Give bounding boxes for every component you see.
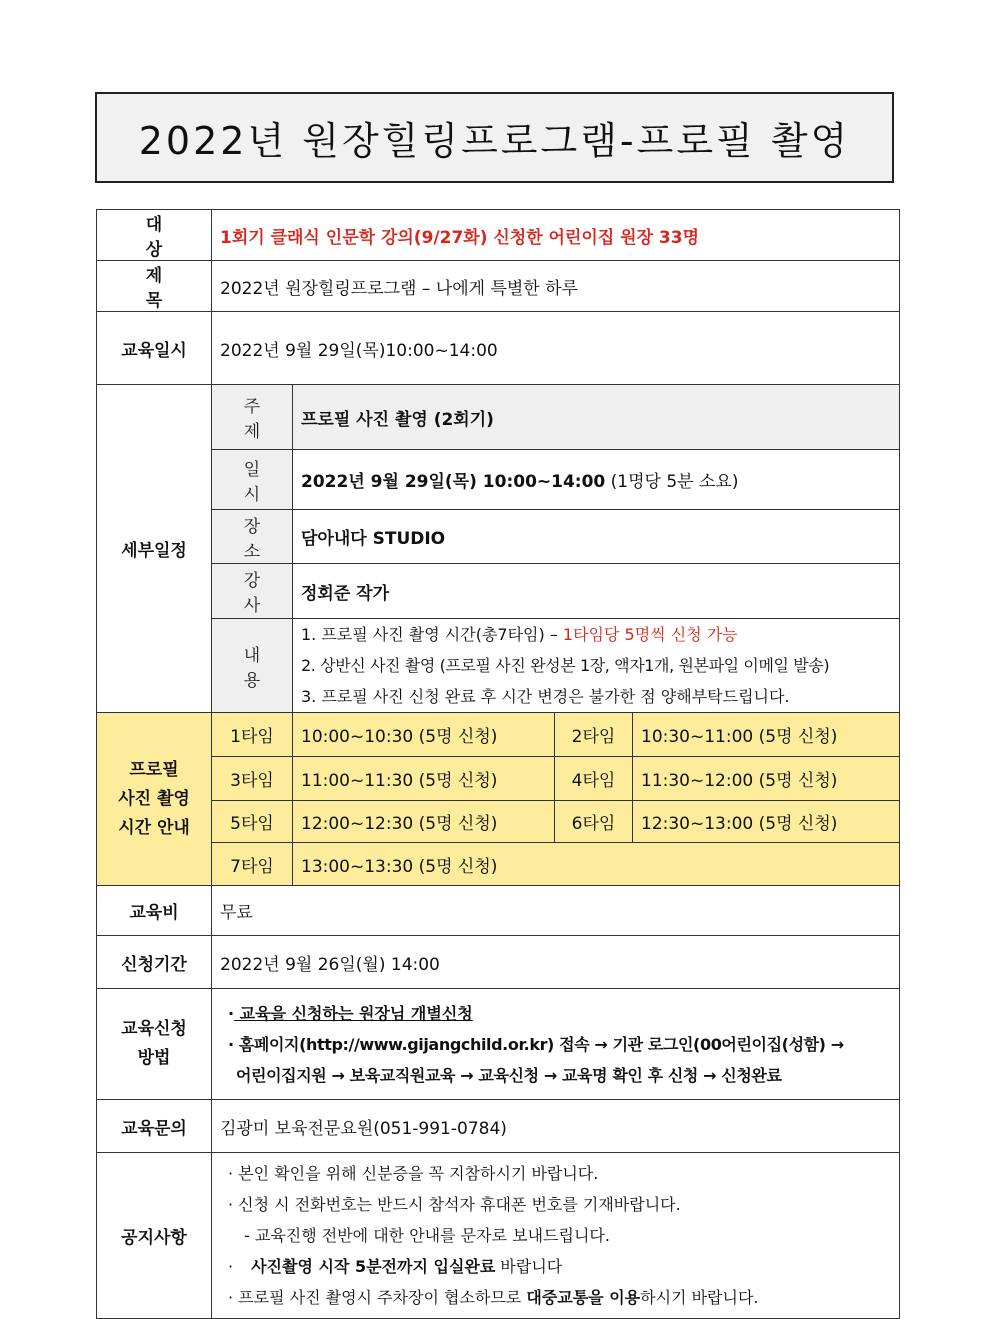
title-box <box>95 92 894 183</box>
row-detail-when <box>97 450 900 510</box>
slot-time-7: 13:00~13:30 (5명 신청) <box>293 843 900 886</box>
slot-time-3: 11:00~11:30 (5명 신청) <box>293 757 555 801</box>
slot-name-5: 5타임 <box>212 801 293 843</box>
period-value: 2022년 9월 26일(월) 14:00 <box>212 936 900 989</box>
place-label: 장 소 <box>212 510 293 564</box>
topic-label: 주 제 <box>212 385 293 450</box>
row-detail-place <box>97 510 900 564</box>
page-title: 2022년 원장힐링프로그램-프로필 촬영 <box>138 119 851 163</box>
content-line-2: 2. 상반신 사진 촬영 (프로필 사진 완성본 1장, 액자1개, 원본파일 이메일 발송) <box>301 656 830 675</box>
notice-label: 공지사항 <box>97 1153 212 1319</box>
period-label: 신청기간 <box>97 936 212 989</box>
slot-time-6: 12:30~13:00 (5명 신청) <box>633 801 900 843</box>
slot-row-2 <box>97 757 900 801</box>
target-value: 1회기 클래식 인문학 강의(9/27화) 신청한 어린이집 원장 33명 <box>212 210 900 261</box>
place-value: 담아내다 STUDIO <box>293 510 900 564</box>
slot-row-3 <box>97 801 900 843</box>
row-target <box>97 210 900 261</box>
notice-line-1: · 본인 확인을 위해 신분증을 꼭 지참하시기 바랍니다. <box>228 1164 599 1183</box>
notice-value <box>212 1153 900 1319</box>
slot-row-4 <box>97 843 900 886</box>
when-label: 일 시 <box>212 450 293 510</box>
when-rest: (1명당 5분 소요) <box>605 472 739 492</box>
fee-value: 무료 <box>212 886 900 936</box>
notice-line-4-bold: 사진촬영 시작 5분전까지 입실완료 <box>251 1257 496 1276</box>
slot-name-7: 7타임 <box>212 843 293 886</box>
edu-date-value: 2022년 9월 29일(목)10:00~14:00 <box>212 312 900 385</box>
method-line-1: · 교육을 신청하는 원장님 개별신청 <box>228 1003 473 1023</box>
slot-name-2: 2타임 <box>555 713 633 757</box>
subject-value: 2022년 원장힐링프로그램 – 나에게 특별한 하루 <box>212 261 900 312</box>
slot-time-4: 11:30~12:00 (5명 신청) <box>633 757 900 801</box>
row-inquiry <box>97 1100 900 1153</box>
row-detail-topic <box>97 385 900 450</box>
slot-name-1: 1타임 <box>212 713 293 757</box>
slot-name-3: 3타임 <box>212 757 293 801</box>
row-fee <box>97 886 900 936</box>
lecturer-label: 강 사 <box>212 564 293 619</box>
slot-name-6: 6타임 <box>555 801 633 843</box>
detail-label: 세부일정 <box>97 385 212 713</box>
when-value <box>293 450 900 510</box>
notice-line-3: - 교육진행 전반에 대한 안내를 문자로 보내드립니다. <box>244 1226 610 1245</box>
row-method <box>97 989 900 1100</box>
method-line-2: · 홈페이지(http://www.gijangchild.or.kr) 접속 → 기관 로그인(00어린이집(성함) → <box>228 1034 844 1054</box>
notice-line-4: · 사진촬영 시작 5분전까지 입실완료 바랍니다 <box>228 1257 563 1276</box>
notice-line-5-bold: 대중교통을 이용 <box>526 1288 641 1307</box>
row-subject <box>97 261 900 312</box>
row-period <box>97 936 900 989</box>
slot-time-5: 12:00~12:30 (5명 신청) <box>293 801 555 843</box>
topic-value: 프로필 사진 촬영 (2회기) <box>293 385 900 450</box>
slots-label: 프로필 사진 촬영 시간 안내 <box>97 713 212 886</box>
content-label: 내 용 <box>212 619 293 713</box>
method-value <box>212 989 900 1100</box>
content-value <box>293 619 900 713</box>
method-label: 교육신청 방법 <box>97 989 212 1100</box>
content-line-3: 3. 프로필 사진 신청 완료 후 시간 변경은 불가한 점 양해부탁드립니다. <box>301 687 790 706</box>
row-edu-date <box>97 312 900 385</box>
slot-time-1: 10:00~10:30 (5명 신청) <box>293 713 555 757</box>
row-detail-content <box>97 619 900 713</box>
subject-label: 제 목 <box>97 261 212 312</box>
notice-line-5: · 프로필 사진 촬영시 주차장이 협소하므로 대중교통을 이용하시기 바랍니다. <box>228 1288 759 1307</box>
content-line-1: 1. 프로필 사진 촬영 시간(총7타임) – 1타임당 5명씩 신청 가능 <box>301 625 738 644</box>
inquiry-label: 교육문의 <box>97 1100 212 1153</box>
when-bold: 2022년 9월 29일(목) 10:00~14:00 <box>301 472 606 492</box>
content-line-1-highlight: 1타임당 5명씩 신청 가능 <box>562 625 738 644</box>
method-line-3: 어린이집지원 → 보육교직원교육 → 교육신청 → 교육명 확인 후 신청 → 신청완료 <box>236 1065 782 1085</box>
slot-name-4: 4타임 <box>555 757 633 801</box>
lecturer-value: 정회준 작가 <box>293 564 900 619</box>
slot-time-2: 10:30~11:00 (5명 신청) <box>633 713 900 757</box>
target-label: 대 상 <box>97 210 212 261</box>
inquiry-value: 김광미 보육전문요원(051-991-0784) <box>212 1100 900 1153</box>
fee-label: 교육비 <box>97 886 212 936</box>
info-table <box>96 209 900 1319</box>
row-detail-lecturer <box>97 564 900 619</box>
method-line-1-text: 교육을 신청하는 원장님 개별신청 <box>234 1003 473 1023</box>
slot-row-1 <box>97 713 900 757</box>
edu-date-label: 교육일시 <box>97 312 212 385</box>
notice-line-2: · 신청 시 전화번호는 반드시 참석자 휴대폰 번호를 기재바랍니다. <box>228 1195 681 1214</box>
row-notice <box>97 1153 900 1319</box>
